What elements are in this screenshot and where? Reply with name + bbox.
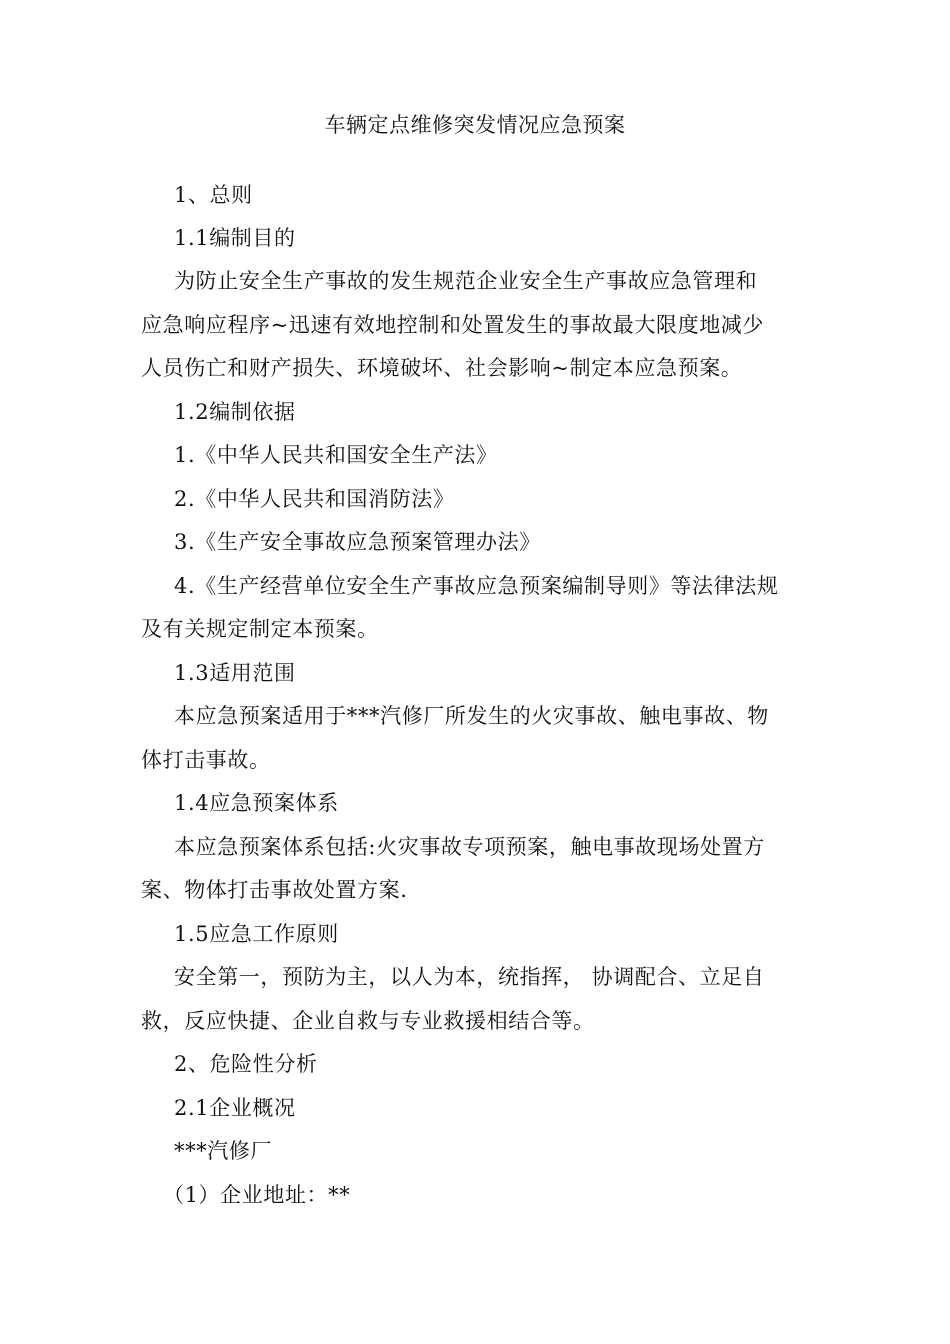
paragraph-line: 体打击事故。 (141, 748, 271, 772)
paragraph-line: 安全第一，预防为主，以人为本，统指挥， 协调配合、立足自 (174, 965, 765, 989)
heading-principles: 1.5应急工作原则 (174, 922, 339, 946)
heading-overview: 2.1企业概况 (174, 1096, 296, 1120)
paragraph-line: 救，反应快捷、企业自救与专业救援相结合等。 (141, 1009, 595, 1033)
list-item: 1.《中华人民共和国安全生产法》 (174, 443, 498, 467)
document-title: 车辆定点维修突发情况应急预案 (324, 113, 626, 137)
company-name: ***汽修厂 (174, 1139, 273, 1163)
paragraph-line: 本应急预案适用于***汽修厂所发生的火灾事故、触电事故、物 (174, 704, 769, 728)
paragraph-line: 人员伤亡和财产损失、环境破坏、社会影响~制定本应急预案。 (141, 356, 743, 380)
paragraph-line: 本应急预案体系包括:火灾事故专项预案，触电事故现场处置方 (174, 835, 765, 859)
list-item: 4.《生产经营单位安全生产事故应急预案编制导则》等法律法规 (174, 574, 779, 598)
heading-system: 1.4应急预案体系 (174, 791, 339, 815)
paragraph-line: 为防止安全生产事故的发生规范企业安全生产事故应急管理和 (174, 269, 758, 293)
list-item: 3.《生产安全事故应急预案管理办法》 (174, 530, 541, 554)
paragraph-line: 应急响应程序~迅速有效地控制和处置发生的事故最大限度地减少 (141, 313, 764, 337)
heading-risk-analysis: 2、危险性分析 (174, 1052, 318, 1076)
heading-scope: 1.3适用范围 (174, 661, 296, 685)
paragraph-line: 案、物体打击事故处置方案. (141, 878, 408, 902)
heading-general: 1、总则 (174, 183, 253, 207)
heading-basis: 1.2编制依据 (174, 400, 296, 424)
paragraph-line: 及有关规定制定本预案。 (141, 617, 379, 641)
company-address: （1）企业地址：** (163, 1183, 351, 1207)
list-item: 2.《中华人民共和国消防法》 (174, 487, 455, 511)
heading-purpose: 1.1编制目的 (174, 226, 296, 250)
